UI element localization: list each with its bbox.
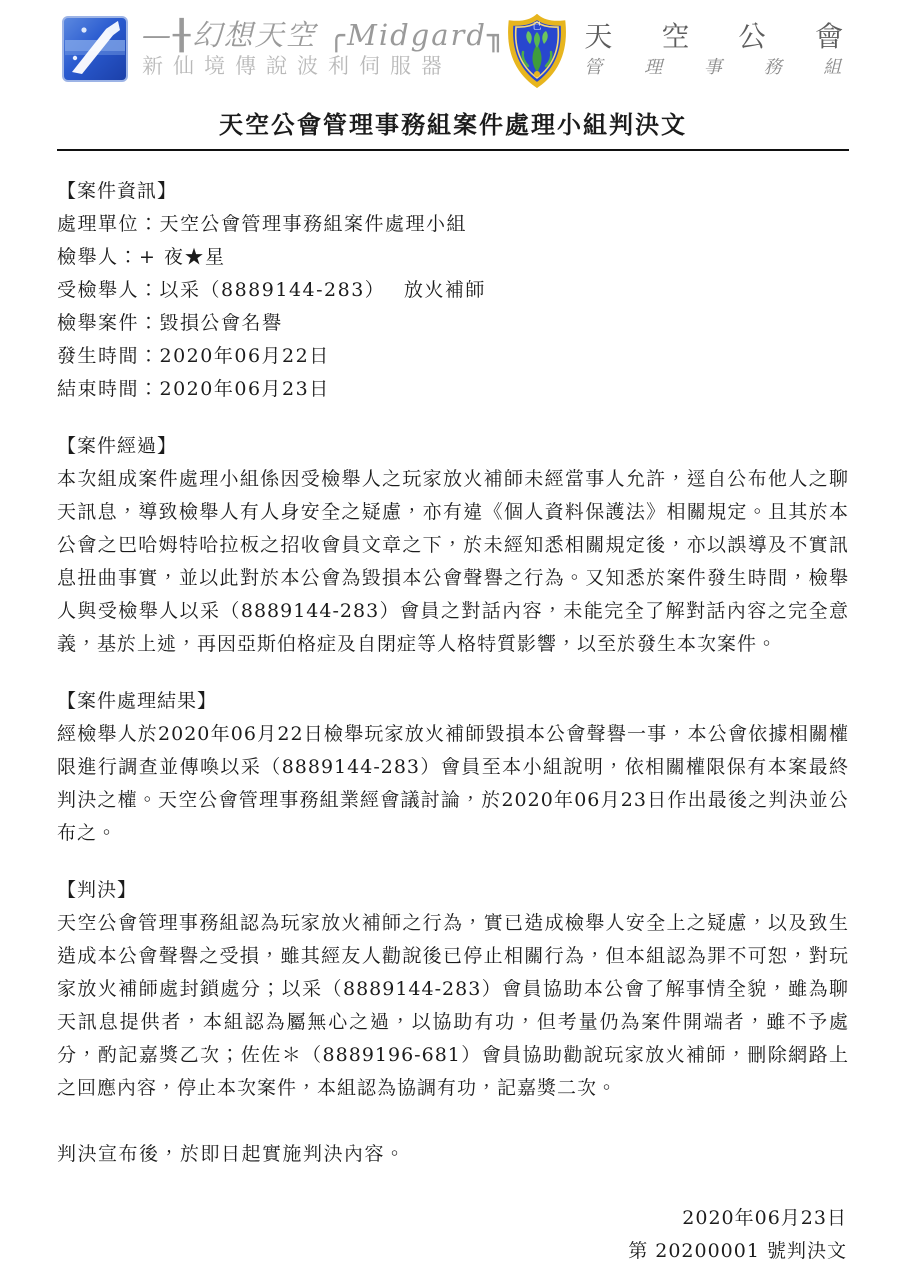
case-info-reporter: 檢舉人：+ 夜★星 bbox=[57, 246, 226, 268]
case-info-case-type: 檢舉案件：毀損公會名譽 bbox=[57, 312, 283, 334]
section-heading-case-info: 【案件資訊】 bbox=[57, 180, 178, 202]
document-footer bbox=[57, 1202, 849, 1268]
section-verdict bbox=[57, 874, 849, 1105]
guild-shield-icon bbox=[506, 14, 568, 88]
section-heading-verdict: 【判決】 bbox=[57, 879, 138, 901]
case-info-reported-person: 受檢舉人：以采（8889144-283） 放火補師 bbox=[57, 279, 486, 301]
verdict-paragraph: 天空公會管理事務組認為玩家放火補師之行為，實已造成檢舉人安全上之疑慮，以及致生造成本公會聲譽之受損，雖其經友人勸說後已停止相關行為，但本組認為罪不可恕，對玩家放火補師處封鎖處分；以采（8889144-283）會員協助本公會了解事情全貌，雖為聊天訊息提供者，本組認為屬無心之過，以協助有功，但考量仍為案件開端者，雖不予處分，酌記嘉獎乙次；佐佐＊（8889196-681）會員協助勸說玩家放火補師，刪除網路上之回應內容，停止本次案件，本組認為協調有功，記嘉獎二次。 bbox=[57, 912, 849, 1099]
section-case-result bbox=[57, 685, 849, 850]
guild-logo-title: 天 空 公 會 bbox=[584, 20, 864, 53]
guild-logo-subtitle: 管 理 事 務 組 bbox=[584, 57, 860, 78]
left-logo-subtitle: 新仙境傳說波利伺服器 bbox=[142, 54, 452, 78]
case-info-handling-unit: 處理單位：天空公會管理事務組案件處理小組 bbox=[57, 213, 468, 235]
document-header bbox=[57, 14, 864, 96]
comet-square-icon bbox=[62, 16, 128, 82]
page-title: 天空公會管理事務組案件處理小組判決文 bbox=[219, 110, 687, 139]
footer-date: 2020年06月23日 bbox=[682, 1207, 847, 1229]
left-logo-text bbox=[142, 14, 506, 80]
guild-logo-text bbox=[584, 14, 863, 80]
section-heading-case-result: 【案件處理結果】 bbox=[57, 690, 218, 712]
svg-text:己: 己 bbox=[532, 21, 542, 31]
case-result-paragraph: 經檢舉人於2020年06月22日檢舉玩家放火補師毀損本公會聲譽一事，本公會依據相關權限進行調查並傳喚以采（8889144-283）會員至本小組說明，依相關權限保有本案最終判決之權。天空公會管理事務組業經會議討論，於2020年06月23日作出最後之判決並公布之。 bbox=[57, 723, 849, 844]
left-logo-title: —╂幻想天空 ╭Midgard╖ bbox=[142, 18, 507, 52]
closing-statement: 判決宣布後，於即日起實施判決內容。 bbox=[57, 1143, 406, 1165]
left-logo bbox=[62, 14, 506, 82]
case-info-end-time: 結束時間：2020年06月23日 bbox=[57, 378, 330, 400]
case-process-paragraph: 本次組成案件處理小組係因受檢舉人之玩家放火補師未經當事人允許，逕自公布他人之聊天訊息，導致檢舉人有人身安全之疑慮，亦有違《個人資料保護法》相關規定。且其於本公會之巴哈姆特哈拉板之招收會員文章之下，於未經知悉相關規定後，亦以誤導及不實訊息扭曲事實，並以此對於本公會為毀損本公會聲譽之行為。又知悉於案件發生時間，檢舉人與受檢舉人以采（8889144-283）會員之對話內容，未能完全了解對話內容之完全意義，基於上述，再因亞斯伯格症及自閉症等人格特質影響，以至於發生本次案件。 bbox=[57, 468, 849, 655]
guild-logo bbox=[506, 14, 863, 88]
footer-doc-number: 第 20200001 號判決文 bbox=[628, 1240, 847, 1262]
section-case-info bbox=[57, 175, 849, 406]
case-info-start-time: 發生時間：2020年06月22日 bbox=[57, 345, 330, 367]
section-heading-case-process: 【案件經過】 bbox=[57, 435, 178, 457]
section-case-process bbox=[57, 430, 849, 661]
title-divider bbox=[57, 149, 849, 151]
